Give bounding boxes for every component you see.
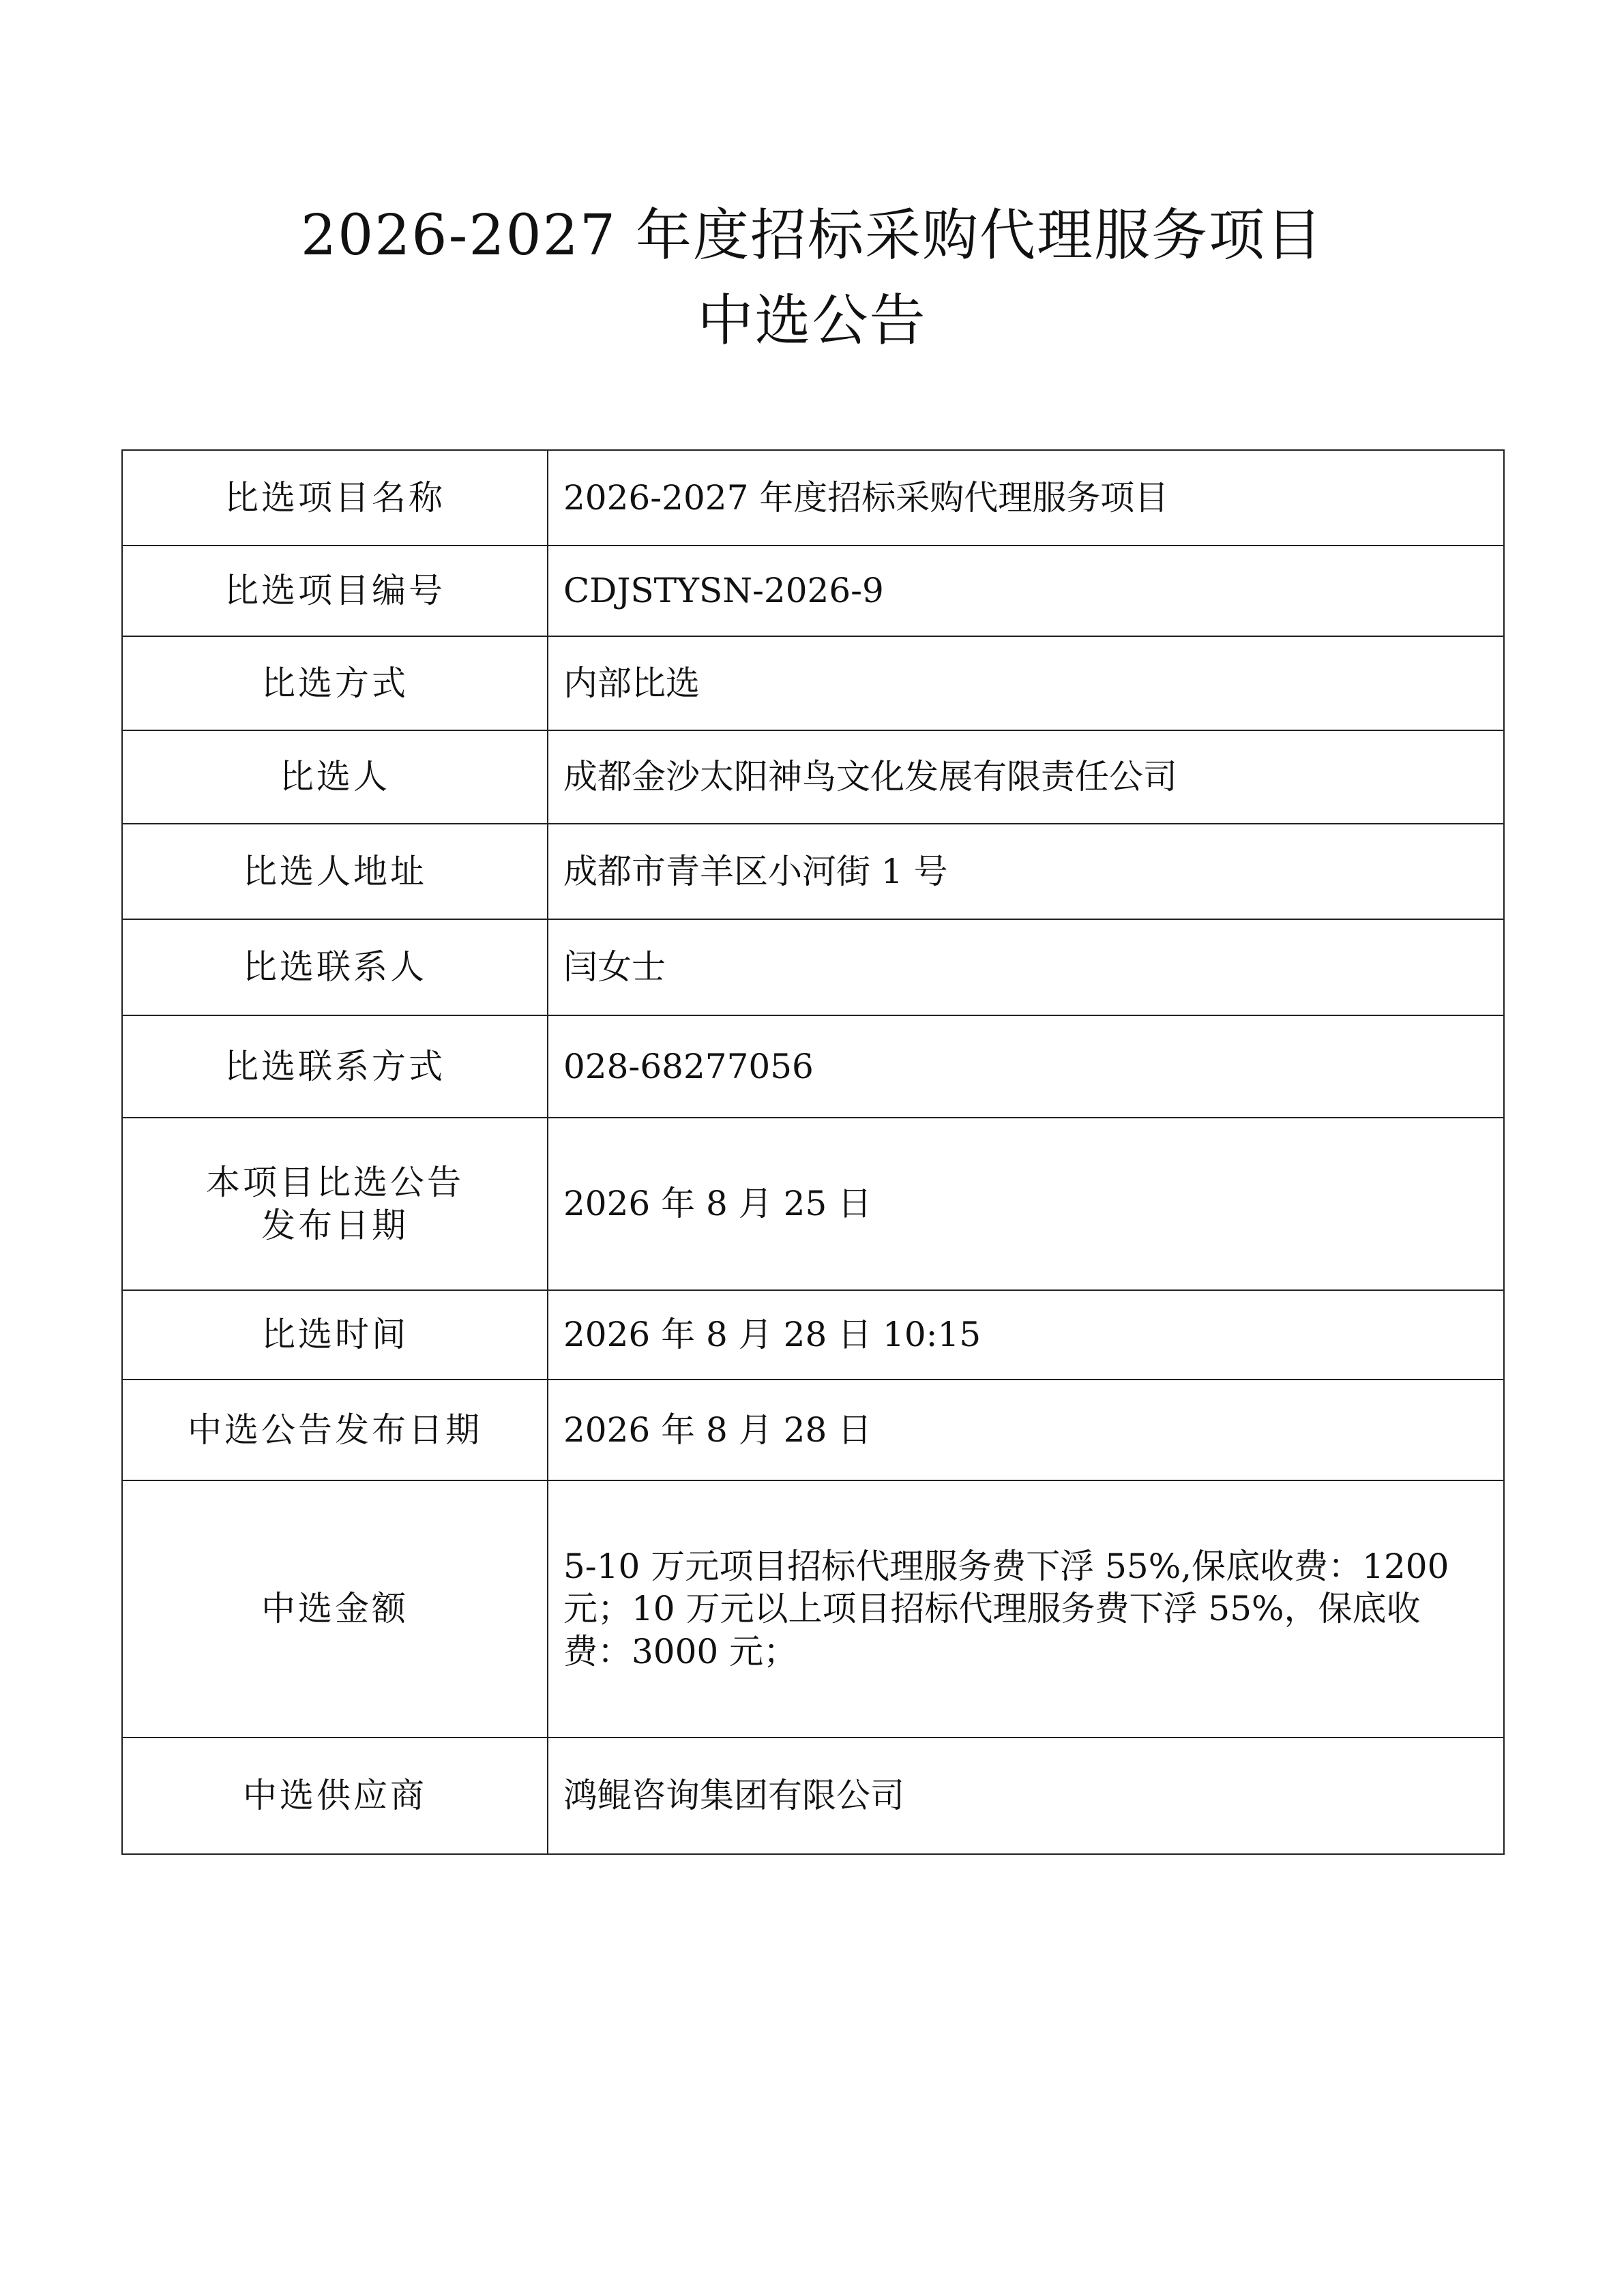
row-label: 比选人地址 [122,824,548,919]
table-row [122,1480,1504,1738]
row-label: 中选公告发布日期 [122,1380,548,1480]
row-value: 成都金沙太阳神鸟文化发展有限责任公司 [548,730,1504,824]
row-value: 2026 年 8 月 25 日 [548,1118,1504,1290]
row-value: 2026 年 8 月 28 日 [548,1380,1504,1480]
announcement-title: 2026-2027 年度招标采购代理服务项目 [300,203,1324,268]
row-label: 比选时间 [122,1290,548,1380]
table-row [122,730,1504,824]
row-value: 2026-2027 年度招标采购代理服务项目 [548,450,1504,546]
row-label: 比选项目编号 [122,546,548,636]
table-row [122,1380,1504,1480]
table-row [122,824,1504,919]
table-row [122,450,1504,546]
row-value: 内部比选 [548,636,1504,730]
table-row [122,636,1504,730]
row-value: CDJSTYSN-2026-9 [548,546,1504,636]
table-row [122,546,1504,636]
row-label-line: 发布日期 [261,1205,409,1245]
row-label: 比选联系人 [122,919,548,1015]
row-label-line: 本项目比选公告 [206,1163,464,1202]
announcement-table [121,449,1505,1855]
announcement-subtitle: 中选公告 [697,288,927,353]
row-value: 成都市青羊区小河街 1 号 [548,824,1504,919]
row-value: 鸿鲲咨询集团有限公司 [548,1738,1504,1854]
row-label: 比选方式 [122,636,548,730]
row-label: 比选人 [122,730,548,824]
table-row [122,919,1504,1015]
row-label: 中选供应商 [122,1738,548,1854]
row-label: 中选金额 [122,1480,548,1738]
table-row [122,1015,1504,1118]
row-value [548,1480,1504,1738]
row-label [122,1118,548,1290]
row-value-line: 元；10 万元以上项目招标代理服务费下浮 55%，保底收 [563,1589,1421,1629]
row-label: 比选项目名称 [122,450,548,546]
row-value-line: 5-10 万元项目招标代理服务费下浮 55%,保底收费：1200 [563,1546,1449,1586]
row-value-line: 费：3000 元； [563,1631,798,1671]
row-value: 028-68277056 [548,1015,1504,1118]
row-label: 比选联系方式 [122,1015,548,1118]
row-value: 闫女士 [548,919,1504,1015]
table-row [122,1118,1504,1290]
table-row [122,1738,1504,1854]
row-value: 2026 年 8 月 28 日 10:15 [548,1290,1504,1380]
table-row [122,1290,1504,1380]
